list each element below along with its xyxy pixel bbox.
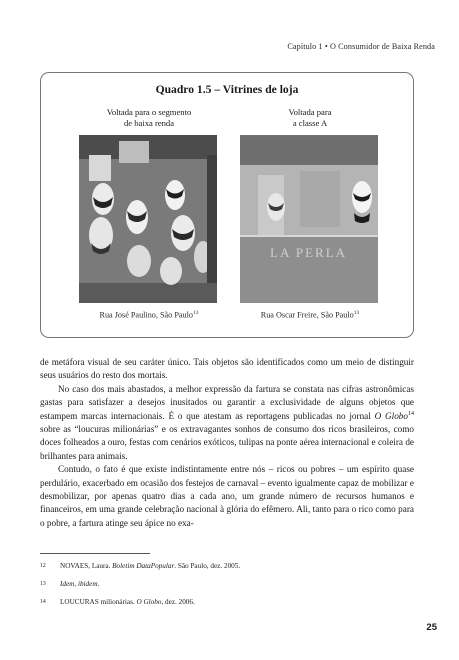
left-label-line1: Voltada para o segmento: [106, 107, 192, 117]
footnote-12: [40, 562, 414, 571]
paragraph-2: [40, 383, 414, 463]
left-photo-label: [79, 107, 219, 131]
running-header: Capítulo 1 • O Consumidor de Baixa Renda: [287, 42, 435, 51]
paragraph-3: Contudo, o fato é que existe indistintamente entre nós – ricos ou pobres – um espírito quase perdulário, exacerbado em ocasião dos festejos de carnaval – evento igualmente capaz de mobilizar e desmobilizar, por apenas quatro dias a cada ano, um grande número de recursos humanos e financeiros, em uma grande celebração nacional à glória do efêmero. Ali, tanto para o rico como para o pobre, a fartura atinge seu ápice no exa-: [40, 464, 414, 528]
footnote-source: O Globo: [136, 598, 162, 606]
footnote-number: 12: [40, 563, 46, 569]
footnote-text: [60, 580, 99, 589]
paragraph-2-part-b: sobre as “loucuras milionárias” e os extravagantes sonhos de consumo dos ricos brasileiros, como doces folheados a ouro, festas com cenários exóticos, tulipas na ponte aérea internacional e coleira de brilhantes para animais.: [40, 424, 414, 461]
right-caption-text: Rua Oscar Freire, São Paulo: [260, 310, 354, 320]
body-text: [40, 356, 414, 530]
footnote-source: Idem, ibidem: [60, 580, 98, 588]
footnote-text: [60, 598, 195, 607]
paragraph-2-part-a: No caso dos mais abastados, a melhor expressão da fartura se constata nas cifras astronômicas gastas para satisfazer a desejos inusitados ou garantir a exclusividade de alguns objetos que estampem marcas internacionais. É o que atestam as reportagens publicadas no jornal: [40, 383, 414, 421]
footnote-author: NOVAES, Laura.: [60, 562, 113, 570]
page-number: 25: [426, 622, 437, 633]
footnote-source: Boletim DataPopular: [112, 562, 175, 570]
footnote-number: 13: [40, 581, 46, 587]
left-caption-note: 13: [192, 310, 199, 316]
right-photo-label: [240, 107, 380, 131]
box-title: Quadro 1.5 – Vitrines de loja: [155, 83, 299, 96]
left-photo-caption: [79, 310, 219, 320]
right-shop-window-photo: [240, 135, 378, 303]
footnote-ref-14: 14: [408, 410, 414, 417]
footnote-text: [60, 562, 240, 571]
left-photo-column: [79, 107, 219, 320]
right-caption-note: 13: [353, 310, 360, 316]
left-caption-text: Rua José Paulino, São Paulo: [99, 310, 193, 320]
right-label-line2: a classe A: [292, 118, 328, 128]
footnote-details: . São Paulo, dez. 2005.: [174, 562, 241, 570]
footnote-14: [40, 598, 414, 607]
journal-name: O Globo: [374, 410, 408, 421]
right-photo-column: [240, 107, 380, 320]
footnotes: [40, 562, 414, 616]
left-shop-window-photo: [79, 135, 217, 303]
right-photo-caption: [240, 310, 380, 320]
paragraph-1: de metáfora visual de seu caráter único. Tais objetos são identificados como um meio de distinguir seus usuários do resto dos mortais.: [40, 357, 414, 381]
footnote-details: , dez. 2006.: [161, 598, 195, 606]
footnote-number: 14: [40, 599, 46, 605]
left-label-line2: de baixa renda: [123, 118, 175, 128]
footnote-13: [40, 580, 414, 589]
footnote-author: LOUCURAS milionárias.: [60, 598, 137, 606]
right-label-line1: Voltada para: [288, 107, 332, 117]
store-sign-text: LA PERLA: [270, 245, 348, 260]
footnote-details: .: [97, 580, 100, 588]
footnote-divider: [40, 553, 150, 554]
frame-box: [40, 72, 414, 338]
